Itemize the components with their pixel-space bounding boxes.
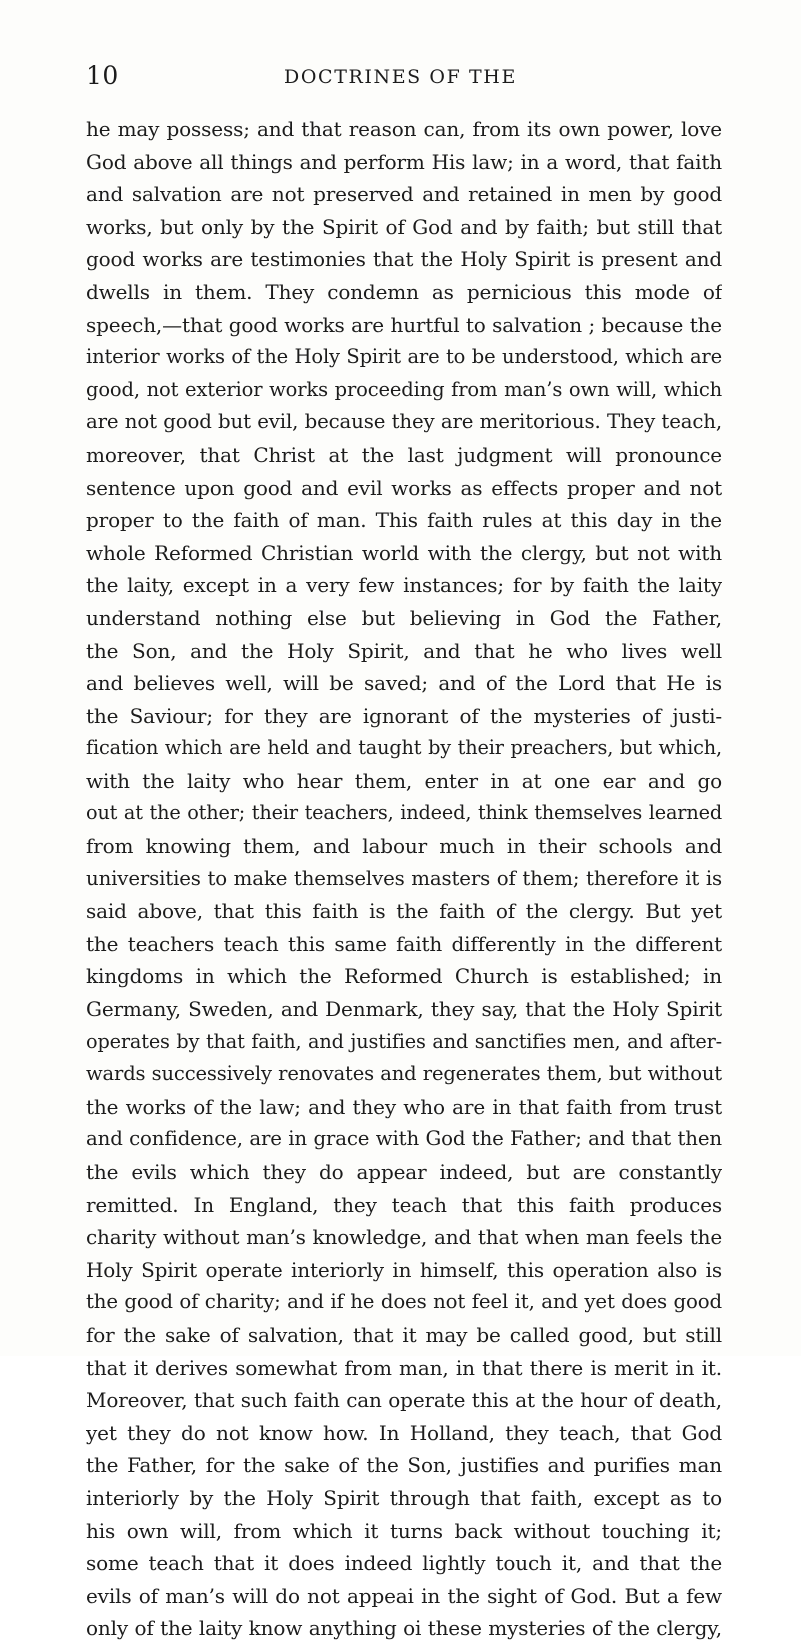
- text-line: with the laity who hear them, enter in at one ear and go: [86, 768, 722, 793]
- text-line: said above, that this faith is the faith of the clergy. But yet: [86, 899, 722, 924]
- text-line: yet they do not know how. In Holland, they teach, that God: [86, 1420, 722, 1445]
- text-line: and salvation are not preserved and retained in men by good: [86, 182, 722, 207]
- text-line: the good of charity; and if he does not feel it, and yet does good: [86, 1290, 722, 1314]
- text-line: his own will, from which it turns back without touching it;: [86, 1518, 722, 1543]
- text-line: interior works of the Holy Spirit are to be understood, which are: [86, 345, 722, 369]
- text-line: good, not exterior works proceeding from man’s own will, which: [86, 377, 722, 401]
- page-number: 10: [86, 61, 119, 90]
- text-line: the Son, and the Holy Spirit, and that he who lives well: [86, 638, 722, 663]
- text-line: Moreover, that such faith can operate this at the hour of death,: [86, 1388, 722, 1413]
- text-line: moreover, that Christ at the last judgment will pronounce: [86, 442, 722, 467]
- text-line: works, but only by the Spirit of God and by faith; but still that: [86, 214, 722, 239]
- text-line: God above all things and perform His law; in a word, that faith: [86, 149, 722, 174]
- text-line: speech,—that good works are hurtful to salvation ; because the: [86, 312, 722, 337]
- text-line: understand nothing else but believing in God the Father,: [86, 605, 722, 630]
- text-line: good works are testimonies that the Holy Spirit is present and: [86, 247, 722, 272]
- text-line: Holy Spirit operate interiorly in himself, this operation also is: [86, 1257, 722, 1282]
- text-line: charity without man’s knowledge, and that when man feels the: [86, 1225, 722, 1250]
- text-line: whole Reformed Christian world with the clergy, but not with: [86, 540, 722, 565]
- text-line: evils of man’s will do not appeai in the sight of God. But a few: [86, 1583, 722, 1608]
- text-line: the evils which they do appear indeed, but are constantly: [86, 1160, 722, 1184]
- running-head: [0, 62, 801, 92]
- text-line: only of the laity know anything oi these mysteries of the clergy,: [86, 1616, 722, 1641]
- text-line: interiorly by the Holy Spirit through that faith, except as to: [86, 1485, 722, 1510]
- text-line: the Father, for the sake of the Son, justifies and purifies man: [86, 1453, 722, 1478]
- text-line: fication which are held and taught by their preachers, but which,: [86, 736, 722, 760]
- text-line: some teach that it does indeed lightly touch it, and that the: [86, 1551, 722, 1576]
- text-line: the teachers teach this same faith differently in the different: [86, 931, 722, 956]
- text-line: kingdoms in which the Reformed Church is established; in: [86, 964, 722, 989]
- text-line: he may possess; and that reason can, from its own power, love: [86, 117, 722, 141]
- body-text: [86, 113, 722, 1645]
- text-line: the laity, except in a very few instances; for by faith the laity: [86, 573, 722, 598]
- text-line: and confidence, are in grace with God the Father; and that then: [86, 1127, 722, 1151]
- text-line: dwells in them. They condemn as pernicious this mode of: [86, 279, 722, 304]
- text-line: Germany, Sweden, and Denmark, they say, that the Holy Spirit: [86, 997, 722, 1022]
- text-line: wards successively renovates and regenerates them, but without: [86, 1062, 722, 1086]
- text-line: proper to the faith of man. This faith rules at this day in the: [86, 508, 722, 533]
- text-line: that it derives somewhat from man, in that there is merit in it.: [86, 1355, 722, 1380]
- text-line: the works of the law; and they who are in that faith from trust: [86, 1094, 722, 1119]
- text-line: for the sake of salvation, that it may be called good, but still: [86, 1322, 722, 1347]
- text-line: from knowing them, and labour much in their schools and: [86, 834, 722, 859]
- text-line: the Saviour; for they are ignorant of the mysteries of justi-: [86, 703, 722, 728]
- text-line: out at the other; their teachers, indeed, think themselves learned: [86, 801, 722, 825]
- text-line: sentence upon good and evil works as effects proper and not: [86, 475, 722, 500]
- text-line: remitted. In England, they teach that this faith produces: [86, 1192, 722, 1217]
- text-line: are not good but evil, because they are meritorious. They teach,: [86, 410, 722, 434]
- text-line: universities to make themselves masters of them; therefore it is: [86, 866, 722, 890]
- text-line: operates by that faith, and justifies and sanctifies men, and after-: [86, 1029, 722, 1053]
- text-line: and believes well, will be saved; and of the Lord that He is: [86, 671, 722, 696]
- running-title: DOCTRINES OF THE: [284, 66, 517, 88]
